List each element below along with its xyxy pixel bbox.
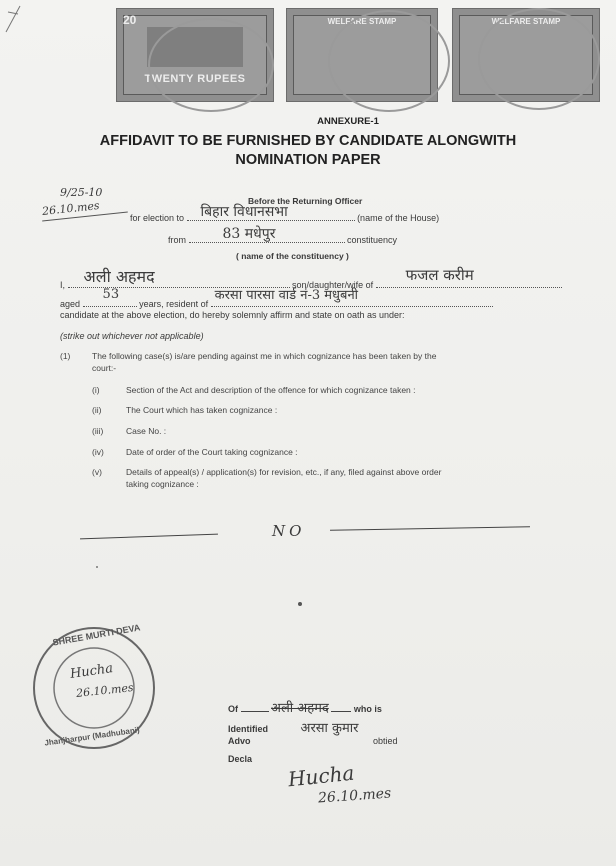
item-number: (iv) [92,447,104,457]
election-row [130,204,440,223]
election-value: बिहार विधानसभा [200,204,288,220]
name-label: Of [228,704,238,714]
election-suffix: (name of the House) [357,213,440,223]
seal-signature: Hucha [69,661,114,682]
constituency-name-label: ( name of the constituency ) [236,251,349,261]
cancel-ring-2 [328,10,450,112]
resident-text: years, resident of [139,299,209,309]
clause-text-1: The following case(s) is/are pending against me in which cognizance has been taken by the [92,351,437,361]
annexure-label: ANNEXURE-1 [317,116,379,127]
constituency-value: 83 मधेपुर [222,226,276,242]
aged-prefix: aged [60,299,81,309]
margin-note-2: 26.10.mes [41,199,101,218]
bottom-declare-row [228,754,252,764]
item-number: (i) [92,385,100,395]
item-number: (v) [92,467,102,477]
item-text: The Court which has taken cognizance : [126,405,278,415]
item-text-cont: taking cognizance : [126,479,199,489]
notary-seal [30,624,158,752]
corner-mark [4,2,22,36]
from-prefix: from [168,235,186,245]
speck [96,566,98,568]
advocate-suffix: obtied [373,736,398,746]
speck [298,602,302,606]
item-text: Case No. : [126,426,167,436]
constituency-row [168,226,398,245]
title-line-2: NOMINATION PAPER [235,152,381,168]
bottom-name-row [228,698,382,716]
father-name: फजल करीम [405,266,474,284]
title-line-1: AFFIDAVIT TO BE FURNISHED BY CANDIDATE ALONGWITH [99,133,517,149]
cancel-ring-1 [148,18,274,112]
advocate-label: Advo [228,736,251,746]
cancel-ring-3 [478,8,600,110]
stamp-caption: TWENTY RUPEES [144,73,246,85]
bottom-identity-row [228,718,359,736]
identity-value: अरसा कुमार [300,721,359,736]
bottom-advocate-row [228,736,398,746]
seal-date: 26.10.mes [75,681,135,700]
seal-bottom-text: Jhanjharpur (Madhubani) [43,725,141,748]
bottom-signature-date: 26.10.mes [317,785,392,807]
item-text: Details of appeal(s) / application(s) for revision, etc., if any, filed against above order [126,467,442,477]
declare-label: Decla [228,754,253,764]
relation-text: son/daughter/wife of [292,280,374,290]
candidate-statement: candidate at the above election, do hereby solemnly affirm and state on oath as under: [60,310,405,320]
margin-note-1: 9/25-10 [60,186,103,199]
age-row [60,287,493,309]
election-prefix: for election to [130,213,185,223]
clause-text-2: court:- [92,363,117,373]
item-number: (ii) [92,405,102,415]
bottom-signature: Hucha [286,760,356,792]
officer-line: Before the Returning Officer [248,196,363,206]
stamp-caption-3: WELFARE STAMP [491,17,561,26]
address-value: करसा पारसा वार्ड नं-3 मधुबनी [214,288,359,303]
item-number: (iii) [92,426,104,436]
name-suffix: who is [353,704,382,714]
item-text: Date of order of the Court taking cognizance : [126,447,298,457]
seal-top-text: SHREE MURTI DEVA [51,622,142,648]
identity-label: Identified [228,724,268,734]
age-value: 53 [102,287,120,302]
no-mark: NO [272,522,306,540]
no-strike-line-right [330,526,530,530]
stamp-caption-2: WELFARE STAMP [327,17,397,26]
strike-note: (strike out whichever not applicable) [60,331,204,341]
no-strike-line-left [80,534,218,540]
item-text: Section of the Act and description of the offence for which cognizance taken : [126,385,416,395]
clause-number: (1) [60,351,71,361]
stamp-denomination: 20 [123,13,137,27]
i-prefix: I, [60,280,66,290]
constituency-suffix: constituency [347,235,398,245]
name-value: अली अहमद [271,701,329,716]
candidate-name: अली अहमद [83,267,155,286]
